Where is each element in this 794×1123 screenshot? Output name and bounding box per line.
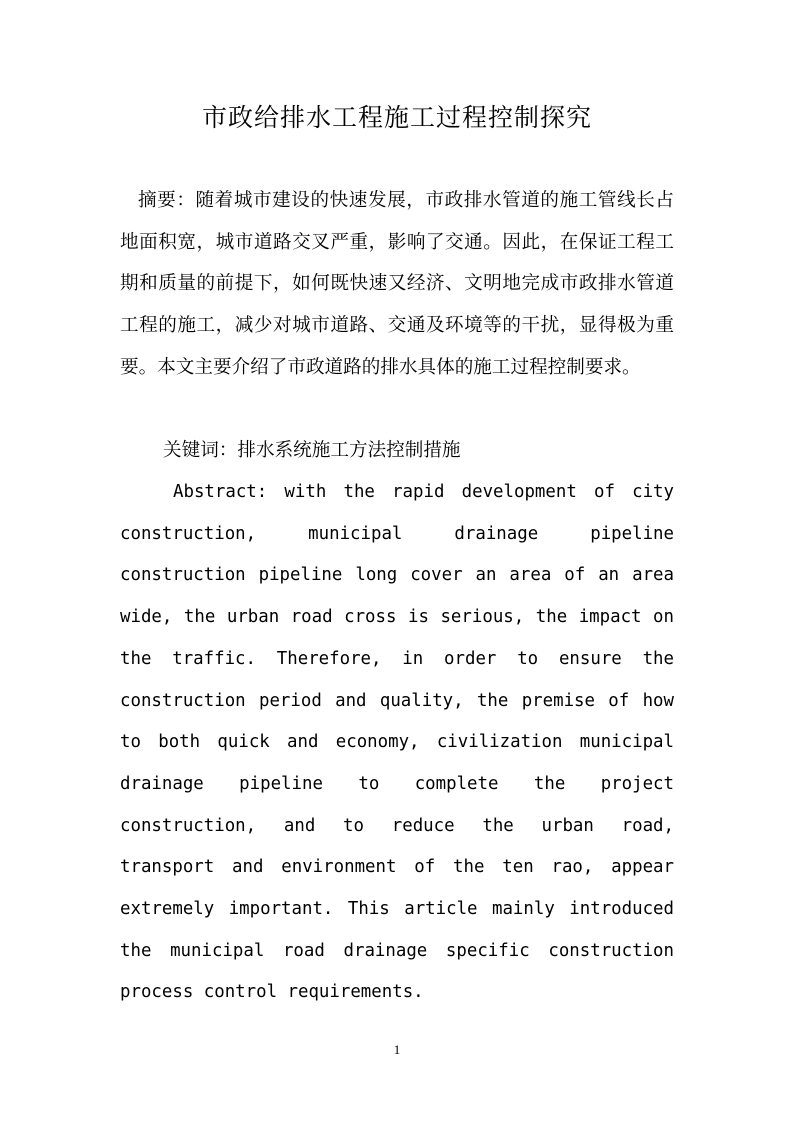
- chinese-keywords: 关键词：排水系统施工方法控制措施: [163, 440, 461, 461]
- chinese-abstract: 摘要：随着城市建设的快速发展，市政排水管道的施工管线长占地面积宽，城市道路交叉严重，影响了交通。因此，在保证工程工期和质量的前提下，如何既快速又经济、文明地完成市政排水管道工程的施工，减少对城市道路、交通及环境等的干扰，显得极为重要。本文主要介绍了市政道路的排水具体的施工过程控制要求。: [120, 190, 674, 378]
- page-number: 1: [393, 1042, 401, 1057]
- document-title: 市政给排水工程施工过程控制探究: [201, 103, 592, 132]
- english-abstract: Abstract: with the rapid development of city construction, municipal drainage pipeline construction pipeline long cover an area of an area wide, the urban road cross is serious, the impact on the traffic. Therefore, in order to ensure the construction period and quality, the premise of how to both quick and economy, civilization municipal drainage pipeline to complete the project construction, and to reduce the urban road, transport and environment of the ten rao, appear extremely important. This article mainly introduced the municipal road drainage specific construction process control requirements.: [120, 482, 674, 1003]
